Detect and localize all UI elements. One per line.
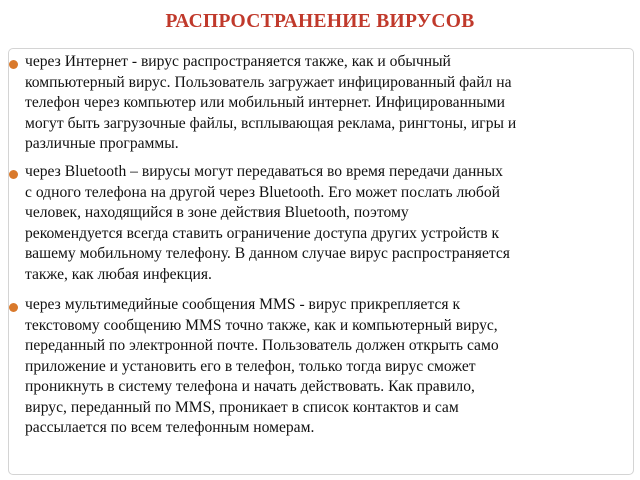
bullet-text: через Интернет - вирус распространяется также, как и обычный компьютерный вирус. Пользователь загружает инфицированный файл на телефон через компьютер или мобильный интернет. Инфицированными могут быть загрузочные файлы, всплывающая реклама, рингтоны, игры и различные программы.	[25, 53, 517, 152]
bullet-dot-icon	[9, 303, 18, 312]
slide-title: РАСПРОСТРАНЕНИЕ ВИРУСОВ	[165, 11, 475, 32]
bullet-text: через Bluetooth – вирусы могут передаваться во время передачи данных с одного телефона на другой через Bluetooth. Его может послать любой человек, находящийся в зоне действия Bluetooth, поэтому рекомендуется всегда ставить ограничение доступа других устройств к вашему мобильному телефону. В данном случае вирус распространяется также, как любая инфекция.	[25, 163, 510, 283]
bullet-dot-icon	[9, 170, 18, 179]
content-box	[8, 48, 634, 475]
bullet-dot-icon	[9, 60, 18, 69]
bullet-text: через мультимедийные сообщения MMS - вирус прикрепляется к текстовому сообщению MMS точно также, как и компьютерный вирус, переданный по электронной почте. Пользователь должен открыть само приложение и установить его в телефон, только тогда вирус сможет проникнуть в систему телефона и начать действовать. Как правило, вирус, переданный по MMS, проникает в список контактов и сам рассылается по всем телефонным номерам.	[25, 296, 499, 436]
